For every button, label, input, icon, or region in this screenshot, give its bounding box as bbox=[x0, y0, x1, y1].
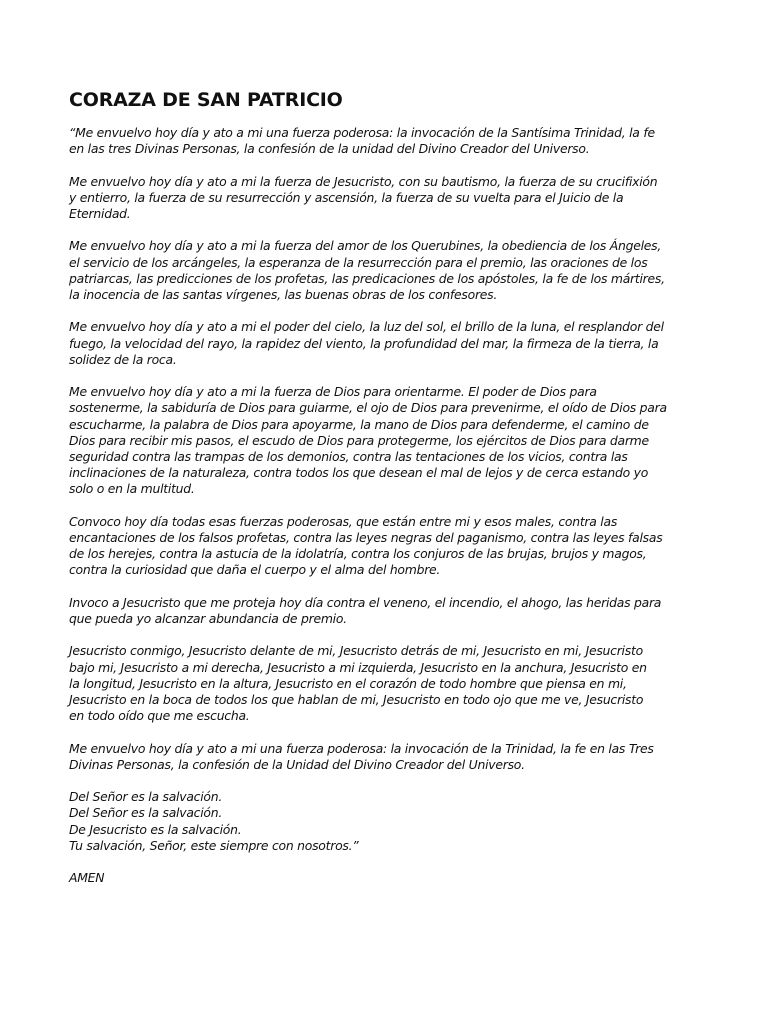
text-line: encantaciones de los falsos profetas, contra las leyes negras del paganismo, contra las leyes falsas bbox=[69, 530, 663, 545]
amen bbox=[69, 870, 709, 886]
paragraph-9 bbox=[69, 741, 709, 773]
text-line: en las tres Divinas Personas, la confesión de la unidad del Divino Creador del Universo. bbox=[69, 141, 590, 157]
closing-line: Del Señor es la salvación. bbox=[69, 789, 223, 805]
text-line: seguridad contra las trampas de los demonios, contra las tentaciones de los vicios, contra las bbox=[69, 449, 628, 464]
text-line: la longitud, Jesucristo en la altura, Jesucristo en el corazón de todo hombre que piensa en mi, bbox=[69, 675, 627, 691]
paragraph-5 bbox=[69, 384, 709, 497]
text-line: Me envuelvo hoy día y ato a mi una fuerza poderosa: la invocación de la Trinidad, la fe en las Tres bbox=[69, 740, 654, 756]
text-line: el servicio de los arcángeles, la esperanza de la resurrección para el premio, las oraciones de los bbox=[69, 254, 648, 270]
text-line: Jesucristo conmigo, Jesucristo delante de mi, Jesucristo detrás de mi, Jesucristo en mi, Jesucristo bbox=[69, 643, 643, 659]
closing-line: De Jesucristo es la salvación. bbox=[69, 821, 242, 837]
text-line: Convoco hoy día todas esas fuerzas poderosas, que están entre mi y esos males, contra las bbox=[69, 513, 618, 529]
text-line: escucharme, la palabra de Dios para apoyarme, la mano de Dios para defenderme, el camino de bbox=[69, 416, 649, 432]
closing-verses bbox=[69, 789, 709, 854]
amen-text: AMEN bbox=[69, 870, 105, 886]
text-line: Me envuelvo hoy día y ato a mi la fuerza del amor de los Querubines, la obediencia de los Ángeles, bbox=[69, 238, 662, 254]
text-line: fuego, la velocidad del rayo, la rapidez del viento, la profundidad del mar, la firmeza de la tierra, la bbox=[69, 335, 659, 351]
text-line: “Me envuelvo hoy día y ato a mi una fuerza poderosa: la invocación de la Santísima Trinidad, la fe bbox=[69, 125, 655, 140]
text-line: en todo oído que me escucha. bbox=[69, 708, 250, 724]
text-line: solo o en la multitud. bbox=[69, 481, 195, 497]
text-line: Me envuelvo hoy día y ato a mi la fuerza de Jesucristo, con su bautismo, la fuerza de su crucifixión bbox=[69, 173, 658, 189]
text-line: Jesucristo en la boca de todos los que hablan de mi, Jesucristo en todo ojo que me ve, Jesucristo bbox=[69, 692, 644, 707]
paragraph-2 bbox=[69, 174, 709, 223]
page-title: CORAZA DE SAN PATRICIO bbox=[69, 89, 343, 111]
text-line: Divinas Personas, la confesión de la Unidad del Divino Creador del Universo. bbox=[69, 756, 525, 772]
text-line: solidez de la roca. bbox=[69, 351, 177, 367]
text-line: que pueda yo alcanzar abundancia de premio. bbox=[69, 611, 347, 626]
text-line: Invoco a Jesucristo que me proteja hoy día contra el veneno, el incendio, el ahogo, las heridas para bbox=[69, 594, 662, 610]
paragraph-4 bbox=[69, 319, 709, 368]
paragraph-1 bbox=[69, 125, 709, 157]
text-line: Dios para recibir mis pasos, el escudo de Dios para protegerme, los ejércitos de Dios para darme bbox=[69, 432, 649, 448]
text-line: Me envuelvo hoy día y ato a mi la fuerza de Dios para orientarme. El poder de Dios para bbox=[69, 384, 597, 400]
paragraph-3 bbox=[69, 238, 709, 303]
closing-line: Tu salvación, Señor, este siempre con nosotros.” bbox=[69, 837, 359, 853]
text-line: de los herejes, contra la astucia de la idolatría, contra los conjuros de las brujas, brujos y magos, bbox=[69, 546, 647, 562]
text-line: contra la curiosidad que daña el cuerpo y el alma del hombre. bbox=[69, 562, 441, 578]
text-line: la inocencia de las santas vírgenes, las buenas obras de los confesores. bbox=[69, 287, 498, 302]
closing-line: Del Señor es la salvación. bbox=[69, 805, 223, 821]
text-line: sostenerme, la sabiduría de Dios para guiarme, el ojo de Dios para prevenirme, el oído de Dios para bbox=[69, 400, 667, 416]
text-line: inclinaciones de la naturaleza, contra todos los que desean el mal de lejos y de cerca estando yo bbox=[69, 465, 649, 481]
document-body bbox=[69, 125, 709, 903]
text-line: bajo mi, Jesucristo a mi derecha, Jesucristo a mi izquierda, Jesucristo en la anchura, Jesucristo en bbox=[69, 659, 647, 675]
paragraph-8 bbox=[69, 643, 709, 724]
text-line: patriarcas, las predicciones de los profetas, las predicaciones de los apóstoles, la fe de los mártires, bbox=[69, 270, 665, 286]
paragraph-7 bbox=[69, 595, 709, 627]
paragraph-6 bbox=[69, 514, 709, 579]
text-line: Eternidad. bbox=[69, 206, 131, 221]
text-line: Me envuelvo hoy día y ato a mi el poder del cielo, la luz del sol, el brillo de la luna, el resplandor del bbox=[69, 319, 664, 335]
text-line: y entierro, la fuerza de su resurrección y ascensión, la fuerza de su vuelta para el Juicio de la bbox=[69, 189, 624, 205]
